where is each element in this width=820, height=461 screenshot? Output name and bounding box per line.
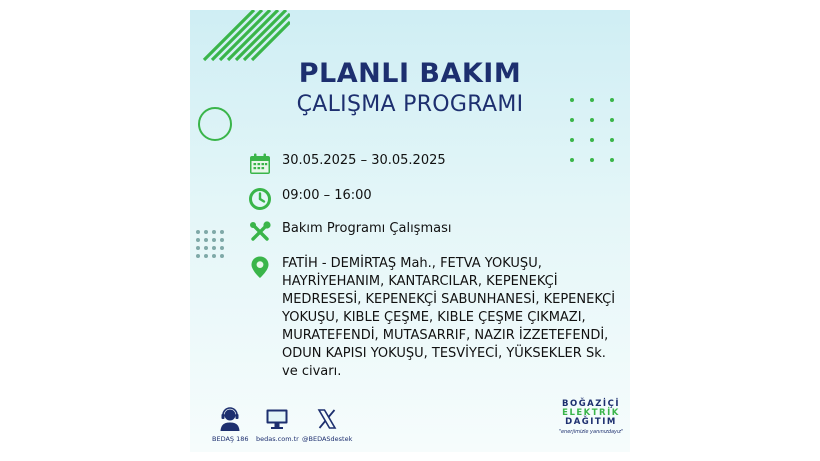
decorative-dot bbox=[610, 138, 614, 142]
calendar-icon bbox=[248, 152, 272, 176]
date-row bbox=[248, 152, 446, 176]
call-center-label: BEDAŞ 186 bbox=[212, 435, 249, 443]
logo-slogan: "enerjimizle yanınızdayız" bbox=[558, 429, 624, 435]
logo-line-1: BOĞAZİÇİ bbox=[562, 399, 620, 409]
date-range: 30.05.2025 – 30.05.2025 bbox=[282, 153, 446, 168]
decorative-dot bbox=[204, 246, 208, 250]
decorative-dot bbox=[570, 138, 574, 142]
decorative-dot bbox=[204, 238, 208, 242]
decorative-dot bbox=[590, 158, 594, 162]
decorative-dot bbox=[212, 230, 216, 234]
location-pin-icon bbox=[248, 255, 272, 279]
decorative-dot bbox=[212, 246, 216, 250]
decorative-dot bbox=[590, 138, 594, 142]
decorative-dot bbox=[590, 118, 594, 122]
time-range: 09:00 – 16:00 bbox=[282, 188, 372, 203]
call-center-icon bbox=[219, 407, 241, 431]
time-row bbox=[248, 187, 372, 211]
call-center-item[interactable] bbox=[212, 407, 249, 443]
decorative-dot bbox=[212, 254, 216, 258]
decorative-dot bbox=[570, 118, 574, 122]
monitor-icon bbox=[265, 407, 289, 431]
tools-icon bbox=[248, 220, 272, 244]
decorative-dot bbox=[204, 254, 208, 258]
decorative-dot bbox=[220, 246, 224, 250]
decorative-dot bbox=[212, 238, 216, 242]
social-item[interactable] bbox=[302, 407, 352, 443]
title-line-1: PLANLI BAKIM bbox=[298, 58, 522, 89]
website-item[interactable] bbox=[256, 407, 299, 443]
x-logo-icon bbox=[316, 407, 338, 431]
decorative-dot bbox=[220, 238, 224, 242]
decorative-dot bbox=[610, 118, 614, 122]
decorative-dot bbox=[220, 230, 224, 234]
company-logo bbox=[554, 400, 628, 435]
work-type: Bakım Programı Çalışması bbox=[282, 221, 452, 236]
logo-line-3: DAĞITIM bbox=[565, 417, 617, 427]
maintenance-card bbox=[190, 10, 630, 452]
affected-streets: FATİH - DEMİRTAŞ Mah., FETVA YOKUŞU, HAYRİYEHANIM, KANTARCILAR, KEPENEKÇİ MEDRESESİ, KEPENEKÇİ SABUNHANESİ, KEPENEKÇİ YOKUŞU, KIBLE ÇEŞME, KIBLE ÇEŞME ÇIKMAZI, MURATEFENDİ, MUTASARRIF, NAZIR İZZETEFENDİ, ODUN KAPISI YOKUŞU, TESVİYECİ, YÜKSEKLER Sk. ve civarı. bbox=[282, 256, 616, 379]
website-label: bedas.com.tr bbox=[256, 435, 299, 443]
decorative-dot bbox=[570, 158, 574, 162]
social-label: @BEDASdestek bbox=[302, 435, 353, 443]
decorative-dot bbox=[196, 238, 200, 242]
decorative-dot bbox=[204, 230, 208, 234]
title-line-2: ÇALIŞMA PROGRAMI bbox=[296, 92, 524, 117]
decorative-dot bbox=[196, 246, 200, 250]
logo-line-2: ELEKTRİK bbox=[562, 408, 620, 418]
work-type-row bbox=[248, 220, 451, 244]
decorative-dot bbox=[196, 230, 200, 234]
clock-icon bbox=[248, 187, 272, 211]
decorative-dot bbox=[196, 254, 200, 258]
decorative-dot bbox=[220, 254, 224, 258]
decorative-dot bbox=[610, 158, 614, 162]
address-row bbox=[248, 255, 622, 381]
